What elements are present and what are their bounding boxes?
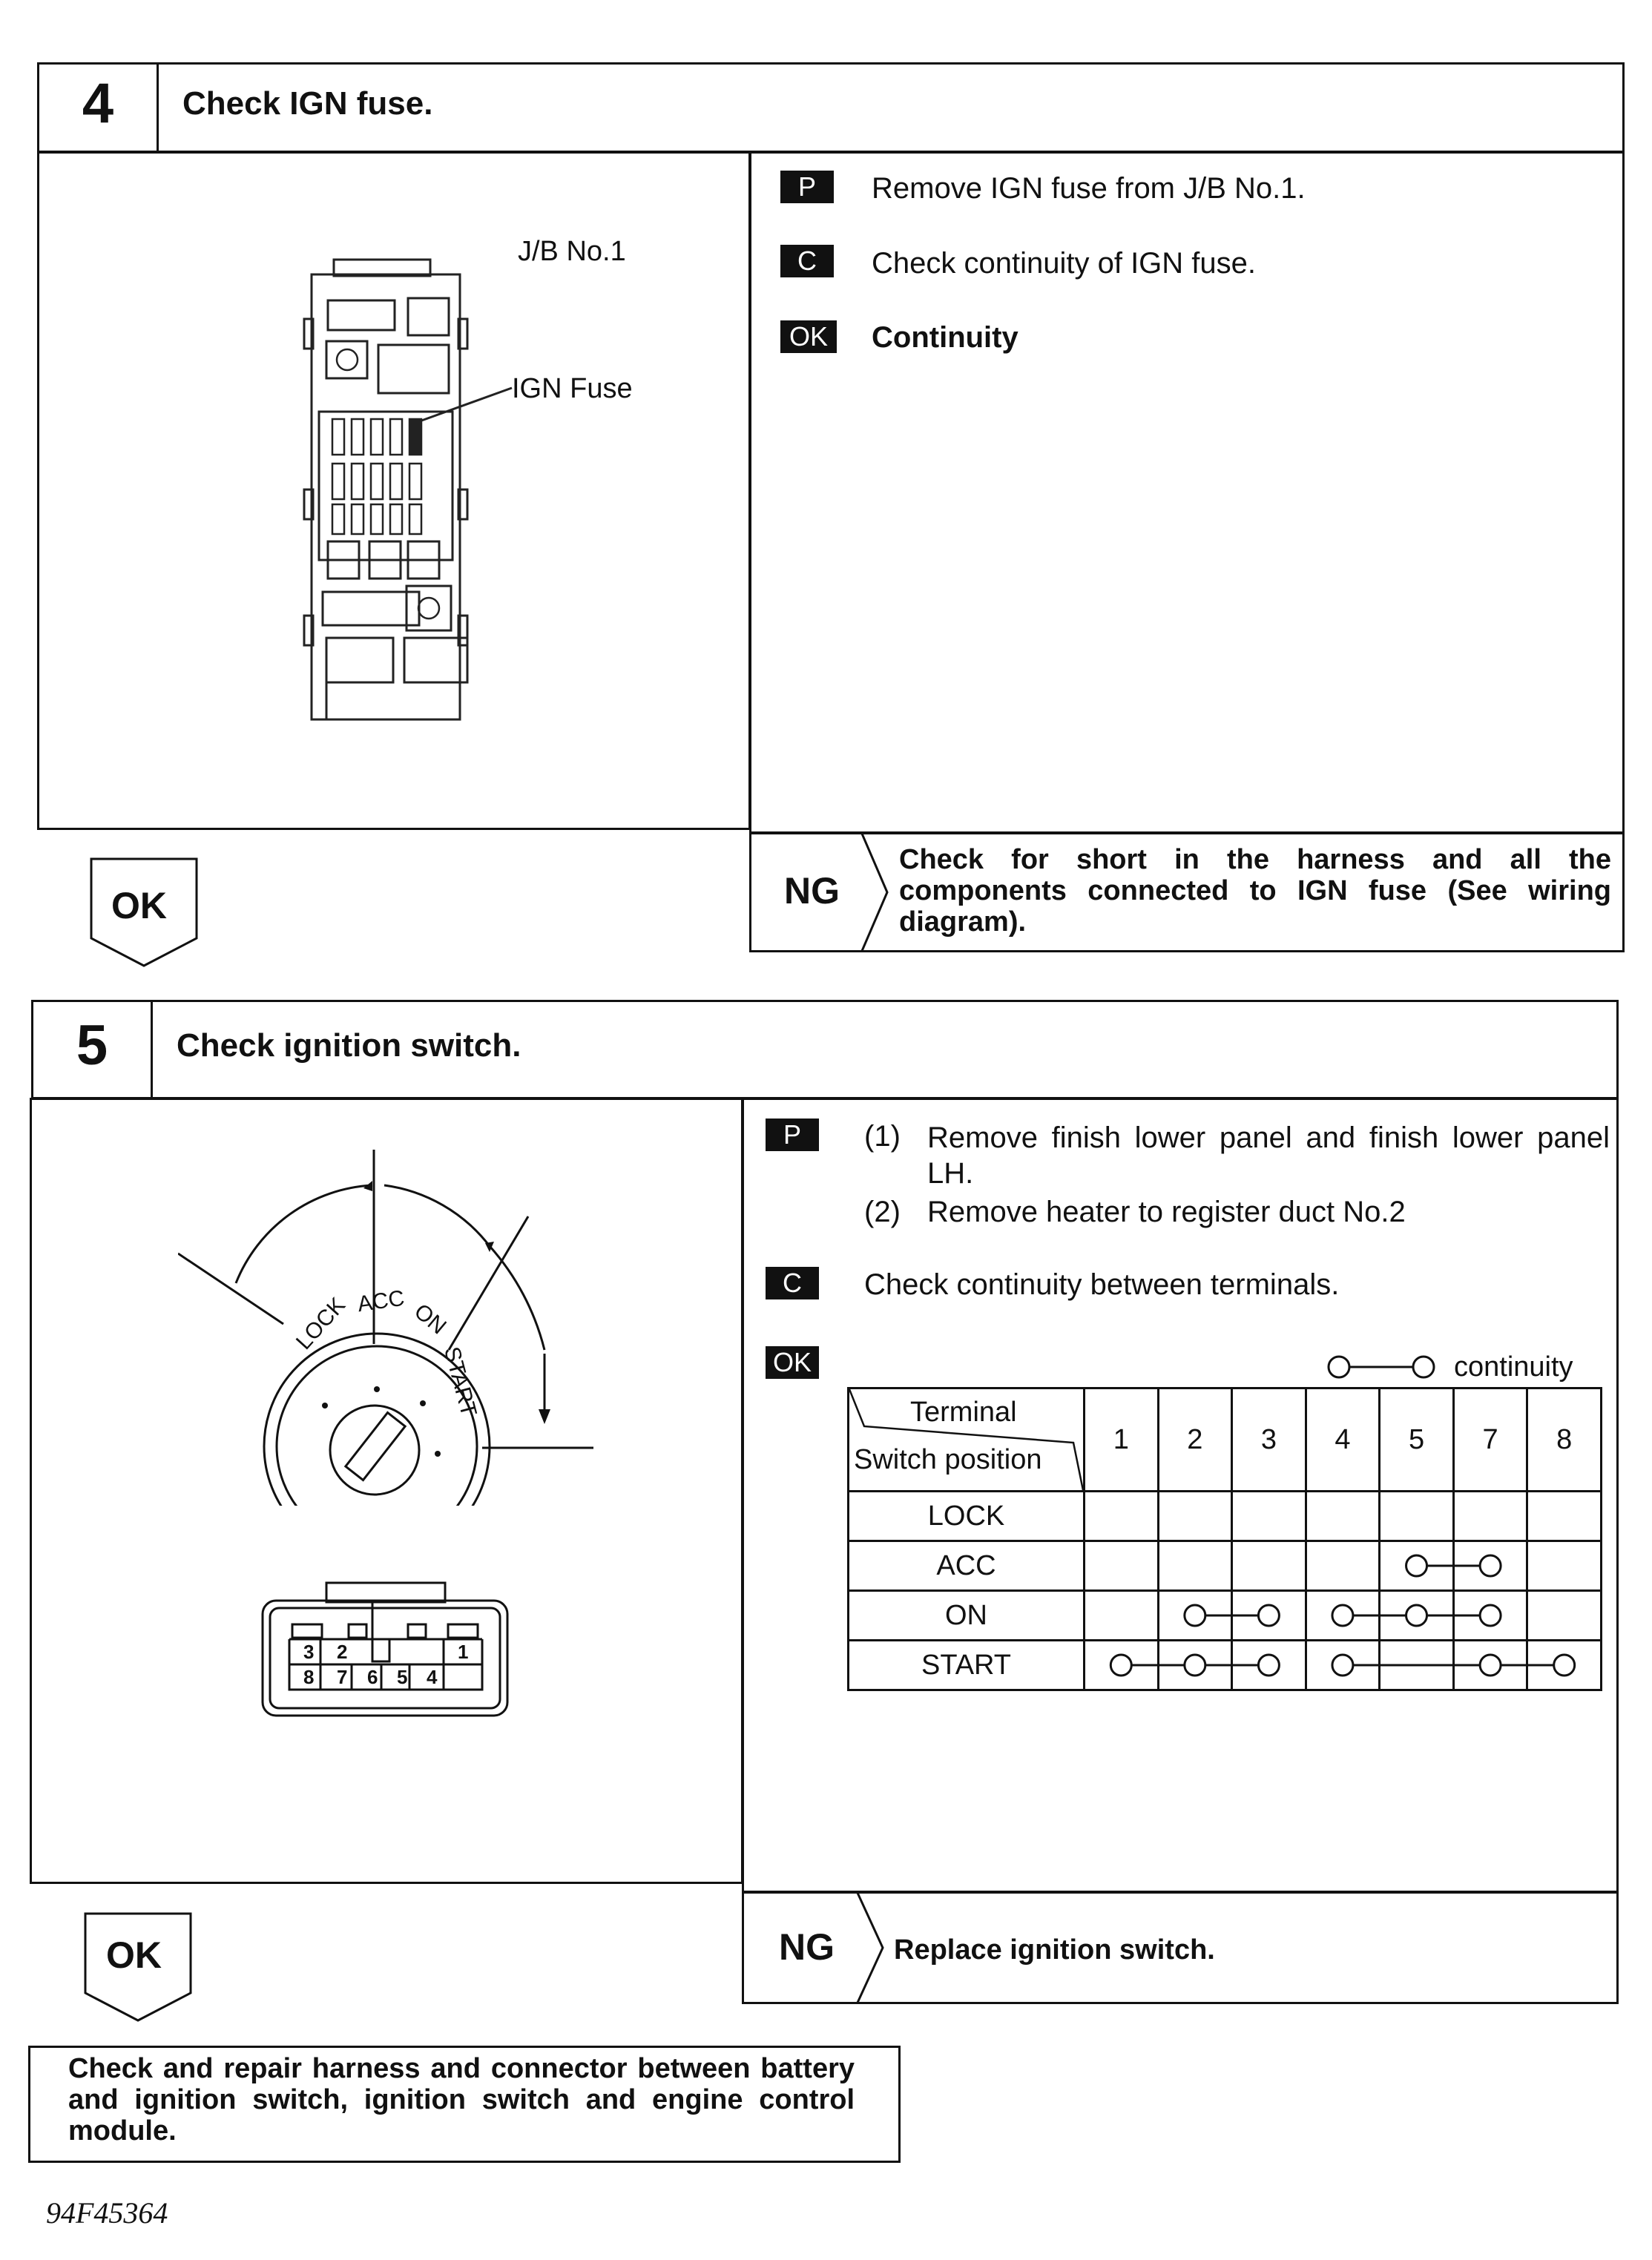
connector-pin-8: 8	[303, 1666, 315, 1688]
terminal-header: 7	[1453, 1388, 1527, 1492]
step5-check-badge: C	[766, 1267, 819, 1299]
figure-code: 94F45364	[46, 2196, 168, 2230]
continuity-terminal-mark	[1185, 1655, 1205, 1676]
continuity-terminal-mark	[1332, 1655, 1353, 1676]
step5-title: Check ignition switch.	[177, 1027, 521, 1064]
switch-pos-lock: LOCK	[291, 1293, 351, 1355]
step4-ng-divider	[860, 834, 890, 951]
continuity-terminal-mark	[1480, 1605, 1501, 1626]
continuity-terminal-mark	[1480, 1555, 1501, 1576]
continuity-terminal-mark	[1554, 1655, 1575, 1676]
continuity-legend-label: continuity	[1454, 1351, 1573, 1383]
continuity-terminal-mark	[1258, 1605, 1279, 1626]
step5-ok-label: OK	[106, 1934, 162, 1976]
row-position-label: START	[849, 1641, 1085, 1690]
ignition-connector-figure	[260, 1580, 512, 1721]
continuity-legend-symbol	[1324, 1352, 1443, 1382]
terminal-header: 8	[1527, 1388, 1602, 1492]
terminal-header: 1	[1085, 1388, 1159, 1492]
procedure-badge-p: P	[780, 171, 834, 203]
switch-pos-acc: ACC	[355, 1285, 407, 1317]
header-switch-label: Switch position	[854, 1444, 1042, 1475]
continuity-marks	[847, 1387, 1604, 1699]
step4-ok-label: OK	[111, 885, 167, 926]
ignition-switch-figure	[178, 1150, 623, 1506]
step5-ng-label: NG	[779, 1926, 835, 1968]
step4-ng-text: Check for short in the harness and all the components connected to IGN fuse (See wiring diagram).	[899, 844, 1611, 938]
connector-pin-5: 5	[397, 1666, 408, 1688]
connector-pin-3: 3	[303, 1641, 315, 1663]
final-action-text: Check and repair harness and connector between battery and ignition switch, ignition switch and engine control module.	[68, 2053, 855, 2147]
check-badge-c: C	[780, 245, 834, 277]
step4-check-text: Check continuity of IGN fuse.	[872, 247, 1257, 280]
ok-badge: OK	[780, 320, 837, 353]
switch-pos-start: START	[438, 1344, 481, 1420]
row-position-label: ACC	[849, 1541, 1085, 1591]
switch-pos-on: ON	[409, 1299, 451, 1340]
connector-pin-4: 4	[427, 1666, 438, 1688]
step5-step1-text: Remove finish lower panel and finish lower panel LH.	[927, 1121, 1610, 1190]
step4-procedure-text: Remove IGN fuse from J/B No.1.	[872, 172, 1306, 205]
continuity-terminal-mark	[1185, 1605, 1205, 1626]
header-terminal-label: Terminal	[910, 1397, 1017, 1428]
terminal-header: 3	[1232, 1388, 1306, 1492]
continuity-terminal-mark	[1258, 1655, 1279, 1676]
step5-step2-text: Remove heater to register duct No.2	[927, 1196, 1406, 1228]
continuity-terminal-mark	[1406, 1555, 1427, 1576]
row-position-label: ON	[849, 1591, 1085, 1641]
step5-procedure-badge: P	[766, 1119, 819, 1151]
step5-number: 5	[76, 1014, 108, 1077]
terminal-header: 4	[1306, 1388, 1380, 1492]
step5-ok-badge: OK	[766, 1346, 819, 1379]
connector-pin-1: 1	[458, 1641, 469, 1663]
step5-step2-num: (2)	[864, 1196, 901, 1228]
step4-ok-result-text: Continuity	[872, 321, 1018, 354]
step5-ng-divider	[856, 1893, 886, 2003]
connector-pin-7: 7	[337, 1666, 348, 1688]
row-position-label: LOCK	[849, 1492, 1085, 1541]
ign-fuse-label: IGN Fuse	[512, 373, 633, 404]
continuity-terminal-mark	[1406, 1605, 1427, 1626]
continuity-terminal-mark	[1332, 1605, 1353, 1626]
step4-ng-label: NG	[784, 870, 840, 912]
connector-pin-2: 2	[337, 1641, 348, 1663]
jb-label-text: J/B No.1	[518, 236, 626, 267]
terminal-header: 5	[1380, 1388, 1454, 1492]
connector-pin-6: 6	[367, 1666, 378, 1688]
step5-check-text: Check continuity between terminals.	[864, 1268, 1340, 1301]
step4-title: Check IGN fuse.	[182, 85, 433, 122]
terminal-header: 2	[1158, 1388, 1232, 1492]
junction-block-figure	[282, 252, 668, 727]
continuity-terminal-mark	[1110, 1655, 1131, 1676]
step5-step1-num: (1)	[864, 1120, 901, 1153]
step4-number: 4	[82, 72, 114, 135]
step5-ng-text: Replace ignition switch.	[894, 1934, 1215, 1966]
continuity-terminal-mark	[1480, 1655, 1501, 1676]
